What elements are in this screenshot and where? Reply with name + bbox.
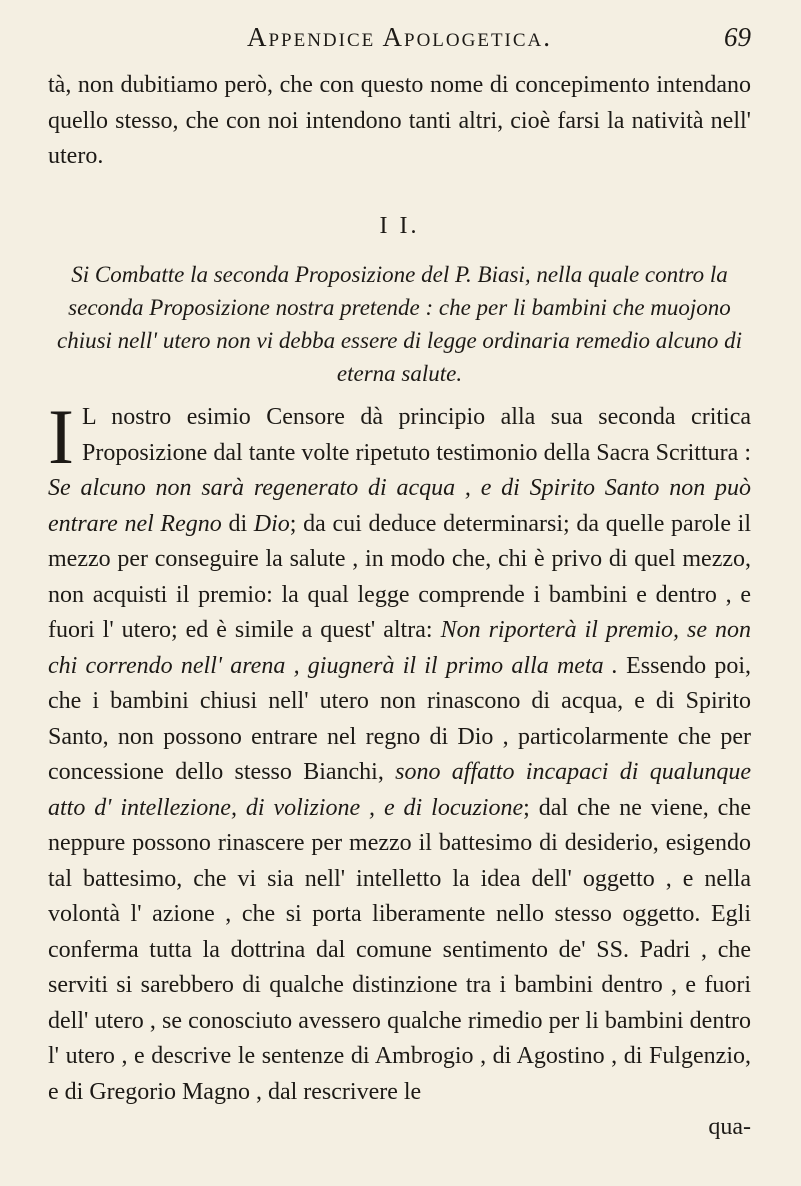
running-head (48, 22, 751, 58)
section-summary: Si Combatte la seconda Proposizione del P. Biasi, nella quale contro la seconda Proposizione nostra pretende : che per li bambini che muojono chiusi nell' utero non vi debba essere di legge ordinaria remedio alcuno di eterna salute. (56, 262, 742, 386)
body-text (48, 68, 751, 1146)
opening-paragraph: tà, non dubitiamo però, che con questo nome di concepimento intendano quello stesso, che con noi intendono tanti altri, cioè farsi la natività nell' utero. (48, 72, 751, 169)
italic-word: Dio (253, 510, 290, 537)
section-number: I I. (379, 212, 420, 239)
text-run: ; da cui deduce determinarsi; da quelle parole il mezzo per conseguire la salute , in modo che, chi è privo di quel mezzo, non acquisti il premio: la qual legge comprende i bambini e dentro , e fuori l' utero; ed è simile a quest' altra: (48, 510, 752, 643)
text-run: L nostro esimio Censore dà principio alla sua seconda critica Proposizione dal tante volte ripetuto testimonio della Sacra Scrittura : (81, 404, 751, 466)
text-run: Essendo poi, che i bambini chiusi nell' utero non rinascono di acqua, e di Spirito Santo, non possono entrare nel regno di Dio , particolarmente che per concessione dello stesso Bianchi, (48, 652, 752, 785)
page-number: 69 (724, 22, 751, 52)
main-paragraph (48, 393, 752, 1110)
text-run: di (228, 510, 248, 537)
bianchi-quote: sono affatto incapaci di qualunque atto d' intellezione, di volizione , e di locuzione (48, 759, 752, 821)
catchword: qua- (708, 1114, 751, 1140)
scripture-quote: Se alcuno non sarà regenerato di acqua , e di Spirito Santo non può entrare nel Regno (48, 475, 751, 537)
analogy-quote: Non riporterà il premio, se non chi correndo nell' arena , giugnerà il il primo alla meta . (48, 617, 752, 679)
drop-cap: I (48, 393, 74, 480)
text-run: ; dal che ne viene, che neppure possono rinascere per mezzo il battesimo di desiderio, esigendo tal battesimo, che vi sia nell' intelletto la idea dell' oggetto , e nella volontà l' azione , che si porta liberamente nello stesso oggetto. Egli conferma tutta la dottrina dal comune sentimento de' SS. Padri , che serviti si sarebbero di qualche distinzione tra i bambini dentro , e fuori dell' utero , se conosciuto avessero qualche rimedio per li bambini dentro l' utero , e descrive le sentenze di Ambrogio , di Agostino , di Fulgenzio, e di Gregorio Magno , dal rescrivere le (48, 794, 751, 1105)
running-title: Appendice Apologetica. (246, 22, 553, 52)
